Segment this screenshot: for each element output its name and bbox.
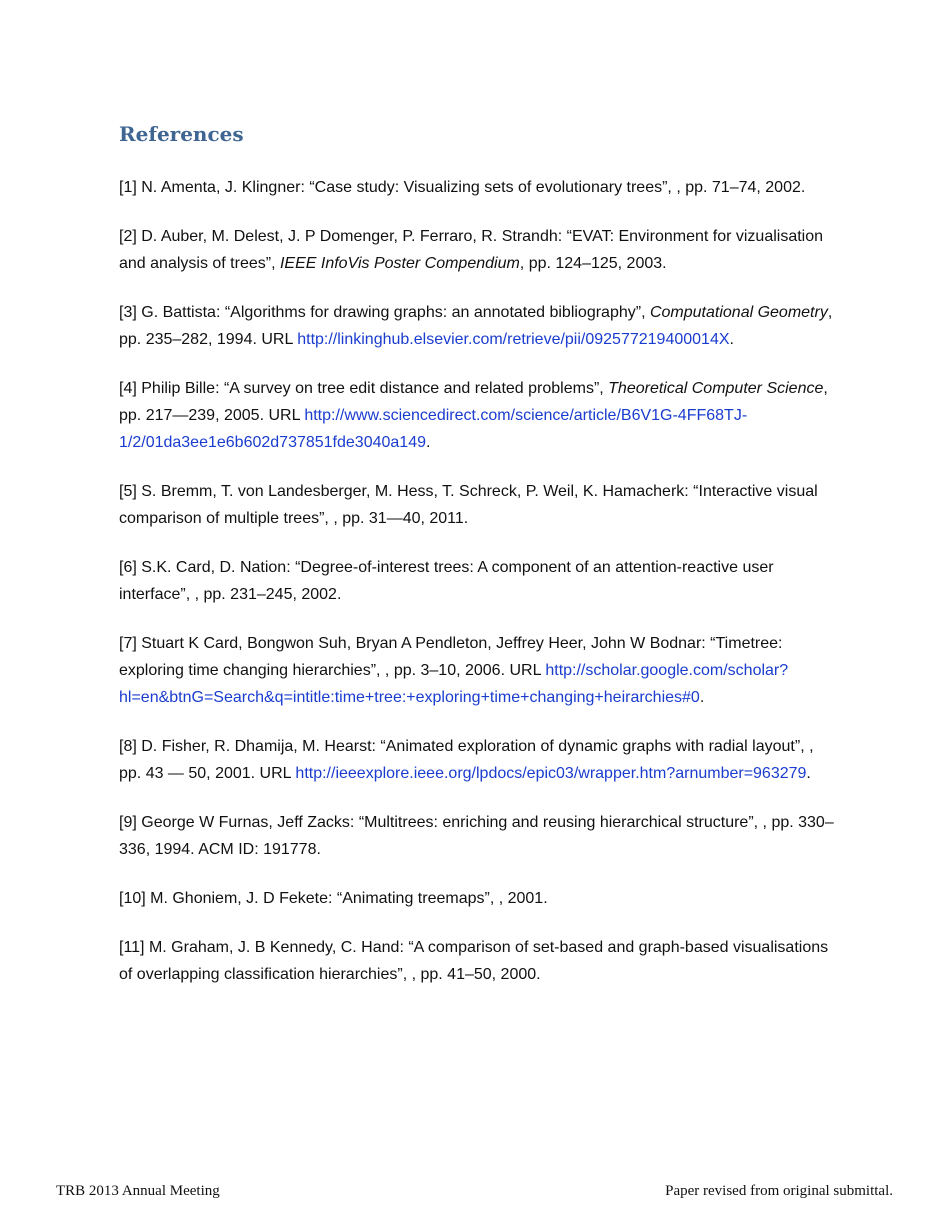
reference-url-link[interactable]: http://linkinghub.elsevier.com/retrieve/pii/092577219400014X [297, 331, 730, 348]
reference-url-link[interactable]: http://scholar.google.com/scholar?hl=en&btnG=Search&q=intitle:time+tree:+exploring+time+changing+heirarchies#0 [119, 662, 789, 706]
reference-authors: S.K. Card, D. Nation [141, 559, 287, 576]
reference-item: [11] M. Graham, J. B Kennedy, C. Hand: “A comparison of set-based and graph-based visualisations of overlapping classification hierarchies”, , pp. 41–50, 2000. [119, 939, 829, 983]
reference-authors: M. Ghoniem, J. D Fekete [150, 890, 328, 907]
reference-item: [10] M. Ghoniem, J. D Fekete: “Animating treemaps”, , 2001. [119, 890, 548, 907]
reference-details: , pp. 217—239, 2005. URL [119, 380, 828, 424]
reference-title: Degree-of-interest trees: A component of an attention-reactive user interface [119, 559, 774, 603]
reference-details: , , pp. 41–50, 2000. [402, 966, 541, 983]
reference-authors: George W Furnas, Jeff Zacks [141, 814, 350, 831]
reference-number: [5] [119, 483, 137, 500]
reference-details: , , pp. 31—40, 2011. [324, 510, 469, 527]
reference-details: , pp. 235–282, 1994. URL [119, 304, 833, 348]
reference-number: [4] [119, 380, 137, 397]
reference-url-link[interactable]: http://www.sciencedirect.com/science/article/B6V1G-4FF68TJ-1/2/01da3ee1e6b602d737851fde3040a149 [119, 407, 748, 451]
reference-item: [6] S.K. Card, D. Nation: “Degree-of-interest trees: A component of an attention-reactive user interface”, , pp. 231–245, 2002. [119, 559, 774, 603]
reference-authors: Stuart K Card, Bongwon Suh, Bryan A Pendleton, Jeffrey Heer, John W Bodnar [141, 635, 702, 652]
reference-number: [3] [119, 304, 137, 321]
reference-number: [11] [119, 939, 145, 956]
reference-venue: Theoretical Computer Science [608, 380, 824, 397]
reference-title: Animating treemaps [342, 890, 485, 907]
reference-item: [5] S. Bremm, T. von Landesberger, M. Hess, T. Schreck, P. Weil, K. Hamacherk: “Interactive visual comparison of multiple trees”, , pp. 31—40, 2011. [119, 483, 818, 527]
reference-details: , , pp. 3–10, 2006. URL [376, 662, 541, 679]
reference-authors: N. Amenta, J. Klingner [141, 179, 301, 196]
reference-details: , , pp. 71–74, 2002. [667, 179, 806, 196]
reference-item: [2] D. Auber, M. Delest, J. P Domenger, P. Ferraro, R. Strandh: “EVAT: Environment for vizualisation and analysis of trees”, IEEE InfoVis Poster Compendium, pp. 124–125, 2003. [119, 228, 824, 272]
reference-end: . [729, 331, 734, 348]
reference-venue: Computational Geometry [649, 304, 828, 321]
reference-authors: M. Graham, J. B Kennedy, C. Hand [148, 939, 400, 956]
reference-authors: S. Bremm, T. von Landesberger, M. Hess, T. Schreck, P. Weil, K. Hamacherk [141, 483, 685, 500]
reference-title: Multitrees: enriching and reusing hierarchical structure [364, 814, 749, 831]
reference-number: [6] [119, 559, 137, 576]
reference-end: . [806, 765, 811, 782]
references-heading: References [119, 122, 244, 146]
reference-end: . [699, 689, 705, 706]
reference-title: Case study: Visualizing sets of evolutionary trees [314, 179, 663, 196]
reference-number: [8] [119, 738, 137, 755]
reference-end: . [425, 434, 431, 451]
reference-details: , , pp. 330–336, 1994. ACM ID: 191778. [119, 814, 834, 858]
reference-list [119, 174, 835, 1010]
reference-title: A survey on tree edit distance and related problems [229, 380, 594, 397]
reference-url-link[interactable]: http://ieeexplore.ieee.org/lpdocs/epic03/wrapper.htm?arnumber=963279 [295, 765, 807, 782]
reference-item: [9] George W Furnas, Jeff Zacks: “Multitrees: enriching and reusing hierarchical structure”, , pp. 330–336, 1994. ACM ID: 191778. [119, 814, 834, 858]
reference-item: [7] Stuart K Card, Bongwon Suh, Bryan A Pendleton, Jeffrey Heer, John W Bodnar: “Timetree: exploring time changing hierarchies”, , pp. 3–10, 2006. URL http://scholar.google.com/scholar?hl=en&btnG=Search&q=intitle:time+tree:+exploring+time+changing+heirarchies#0. [119, 635, 789, 706]
reference-authors: D. Fisher, R. Dhamija, M. Hearst [141, 738, 372, 755]
reference-details: , , pp. 231–245, 2002. [185, 586, 342, 603]
reference-item: [3] G. Battista: “Algorithms for drawing graphs: an annotated bibliography”, Computational Geometry, pp. 235–282, 1994. URL http://linkinghub.elsevier.com/retrieve/pii/092577219400014X. [119, 304, 833, 348]
reference-details: , pp. 124–125, 2003. [519, 255, 667, 272]
reference-number: [9] [119, 814, 137, 831]
reference-title: Timetree: exploring time changing hierarchies [119, 635, 783, 679]
reference-title: Animated exploration of dynamic graphs with radial layout [385, 738, 795, 755]
reference-item: [8] D. Fisher, R. Dhamija, M. Hearst: “Animated exploration of dynamic graphs with radial layout”, , pp. 43 — 50, 2001. URL http://ieeexplore.ieee.org/lpdocs/epic03/wrapper.htm?arnumber=963279. [119, 738, 814, 782]
reference-authors: D. Auber, M. Delest, J. P Domenger, P. Ferraro, R. Strandh [141, 228, 558, 245]
reference-title: Algorithms for drawing graphs: an annotated bibliography [230, 304, 636, 321]
footer-meeting: TRB 2013 Annual Meeting [56, 1183, 220, 1199]
reference-number: [2] [119, 228, 137, 245]
reference-number: [1] [119, 179, 137, 196]
reference-title: EVAT: Environment for vizualisation and analysis of trees [119, 228, 824, 272]
reference-authors: Philip Bille [141, 380, 216, 397]
reference-title: A comparison of set-based and graph-based visualisations of overlapping classification hierarchies [119, 939, 829, 983]
reference-item: [1] N. Amenta, J. Klingner: “Case study: Visualizing sets of evolutionary trees”, , pp. 71–74, 2002. [119, 179, 806, 196]
reference-details: , , 2001. [489, 890, 548, 907]
reference-number: [7] [119, 635, 137, 652]
reference-title: Interactive visual comparison of multiple trees [119, 483, 818, 527]
reference-details: , , pp. 43 — 50, 2001. URL [119, 738, 814, 782]
reference-venue: IEEE InfoVis Poster Compendium [279, 255, 520, 272]
reference-item: [4] Philip Bille: “A survey on tree edit distance and related problems”, Theoretical Computer Science, pp. 217—239, 2005. URL http://www.sciencedirect.com/science/article/B6V1G-4FF68TJ-1/2/01da3ee1e6b602d737851fde3040a149. [119, 380, 828, 451]
reference-authors: G. Battista [141, 304, 216, 321]
footer-note: Paper revised from original submittal. [665, 1183, 893, 1199]
reference-number: [10] [119, 890, 146, 907]
